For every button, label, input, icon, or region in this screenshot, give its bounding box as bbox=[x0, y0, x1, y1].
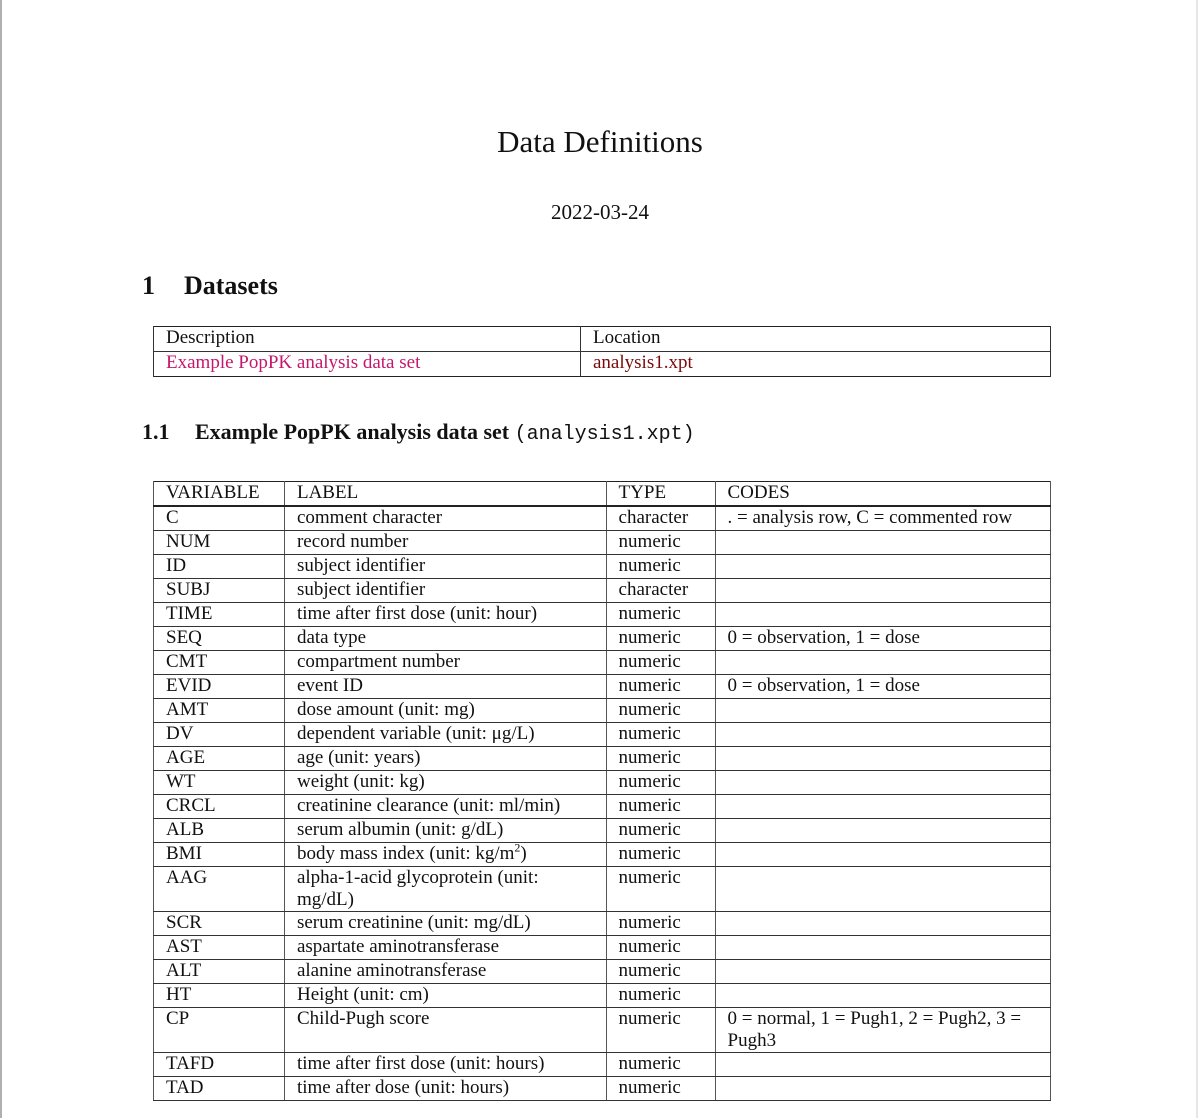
cell-variable: C bbox=[154, 506, 285, 531]
table-row bbox=[154, 960, 1051, 984]
cell-codes bbox=[715, 747, 1051, 771]
cell-type: numeric bbox=[606, 699, 715, 723]
header-location: Location bbox=[581, 327, 1051, 352]
cell-codes bbox=[715, 819, 1051, 843]
cell-variable: AST bbox=[154, 936, 285, 960]
cell-type: numeric bbox=[606, 912, 715, 936]
table-row bbox=[154, 912, 1051, 936]
subsection-title: Example PopPK analysis data set bbox=[195, 419, 510, 444]
cell-codes bbox=[715, 1053, 1051, 1077]
subsection-file: (analysis1.xpt) bbox=[514, 423, 695, 446]
cell-variable: CRCL bbox=[154, 795, 285, 819]
cell-type: numeric bbox=[606, 747, 715, 771]
cell-label: data type bbox=[284, 627, 606, 651]
cell-label: dependent variable (unit: μg/L) bbox=[284, 723, 606, 747]
cell-type: numeric bbox=[606, 603, 715, 627]
cell-label: Child-Pugh score bbox=[284, 1008, 606, 1053]
cell-codes bbox=[715, 912, 1051, 936]
cell-type: numeric bbox=[606, 627, 715, 651]
cell-label: creatinine clearance (unit: ml/min) bbox=[284, 795, 606, 819]
cell-variable: BMI bbox=[154, 843, 285, 867]
cell-codes bbox=[715, 531, 1051, 555]
cell-codes bbox=[715, 699, 1051, 723]
variables-table bbox=[153, 481, 1051, 1101]
table-row bbox=[154, 819, 1051, 843]
cell-label: alanine aminotransferase bbox=[284, 960, 606, 984]
cell-label: time after first dose (unit: hour) bbox=[284, 603, 606, 627]
datasets-table bbox=[153, 326, 1051, 377]
cell-type: numeric bbox=[606, 723, 715, 747]
cell-variable: ID bbox=[154, 555, 285, 579]
section-heading-datasets bbox=[142, 270, 278, 302]
cell-variable: NUM bbox=[154, 531, 285, 555]
cell-codes bbox=[715, 555, 1051, 579]
cell-label: age (unit: years) bbox=[284, 747, 606, 771]
table-row bbox=[154, 352, 1051, 377]
table-row bbox=[154, 984, 1051, 1008]
cell-label: serum albumin (unit: g/dL) bbox=[284, 819, 606, 843]
cell-label: subject identifier bbox=[284, 555, 606, 579]
cell-label: comment character bbox=[284, 506, 606, 531]
cell-label: time after dose (unit: hours) bbox=[284, 1077, 606, 1101]
section-title: Datasets bbox=[184, 271, 278, 300]
cell-label: weight (unit: kg) bbox=[284, 771, 606, 795]
table-row bbox=[154, 1008, 1051, 1053]
header-description: Description bbox=[154, 327, 581, 352]
document-title: Data Definitions bbox=[497, 124, 703, 159]
cell-codes bbox=[715, 936, 1051, 960]
table-header-row bbox=[154, 327, 1051, 352]
page-edge-left bbox=[0, 0, 2, 1118]
cell-codes bbox=[715, 723, 1051, 747]
cell-label: event ID bbox=[284, 675, 606, 699]
table-row bbox=[154, 723, 1051, 747]
cell-variable: CP bbox=[154, 1008, 285, 1053]
cell-variable: ALT bbox=[154, 960, 285, 984]
cell-label: time after first dose (unit: hours) bbox=[284, 1053, 606, 1077]
cell-variable: TIME bbox=[154, 603, 285, 627]
header-type: TYPE bbox=[606, 482, 715, 507]
cell-type: numeric bbox=[606, 867, 715, 912]
table-row bbox=[154, 747, 1051, 771]
cell-variable: CMT bbox=[154, 651, 285, 675]
cell-type: numeric bbox=[606, 936, 715, 960]
cell-codes bbox=[715, 603, 1051, 627]
cell-variable: AAG bbox=[154, 867, 285, 912]
cell-label bbox=[284, 840, 606, 867]
table-row bbox=[154, 603, 1051, 627]
cell-codes bbox=[715, 795, 1051, 819]
cell-codes bbox=[715, 867, 1051, 912]
cell-label: serum creatinine (unit: mg/dL) bbox=[284, 912, 606, 936]
cell-variable: ALB bbox=[154, 819, 285, 843]
table-row bbox=[154, 867, 1051, 912]
cell-codes: 0 = observation, 1 = dose bbox=[715, 675, 1051, 699]
cell-variable: WT bbox=[154, 771, 285, 795]
cell-type: numeric bbox=[606, 651, 715, 675]
header-label: LABEL bbox=[284, 482, 606, 507]
cell-type: character bbox=[606, 579, 715, 603]
table-row bbox=[154, 627, 1051, 651]
cell-label-text: body mass index (unit: kg/m bbox=[296, 843, 515, 864]
cell-variable: SCR bbox=[154, 912, 285, 936]
cell-codes bbox=[715, 771, 1051, 795]
header-variable: VARIABLE bbox=[154, 482, 285, 507]
scrollbar-track[interactable] bbox=[1196, 0, 1198, 1118]
table-row bbox=[154, 506, 1051, 531]
cell-label: alpha-1-acid glycoprotein (unit: mg/dL) bbox=[284, 867, 606, 912]
table-header-row bbox=[154, 482, 1051, 507]
cell-label: dose amount (unit: mg) bbox=[284, 699, 606, 723]
cell-type: numeric bbox=[606, 771, 715, 795]
cell-label: Height (unit: cm) bbox=[284, 984, 606, 1008]
table-row bbox=[154, 795, 1051, 819]
cell-codes bbox=[715, 984, 1051, 1008]
table-row bbox=[154, 1077, 1051, 1101]
cell-label: aspartate aminotransferase bbox=[284, 936, 606, 960]
cell-variable: TAFD bbox=[154, 1053, 285, 1077]
cell-type: character bbox=[606, 506, 715, 531]
cell-type: numeric bbox=[606, 819, 715, 843]
cell-label: compartment number bbox=[284, 651, 606, 675]
cell-codes: 0 = observation, 1 = dose bbox=[715, 627, 1051, 651]
table-row bbox=[154, 651, 1051, 675]
cell-variable: EVID bbox=[154, 675, 285, 699]
cell-label-end: ) bbox=[520, 843, 527, 864]
cell-codes bbox=[715, 651, 1051, 675]
cell-type: numeric bbox=[606, 531, 715, 555]
document-date: 2022-03-24 bbox=[551, 200, 649, 224]
table-row bbox=[154, 555, 1051, 579]
cell-type: numeric bbox=[606, 984, 715, 1008]
cell-codes bbox=[715, 579, 1051, 603]
cell-type: numeric bbox=[606, 555, 715, 579]
cell-variable: SUBJ bbox=[154, 579, 285, 603]
cell-variable: AMT bbox=[154, 699, 285, 723]
cell-codes bbox=[715, 1077, 1051, 1101]
table-row bbox=[154, 771, 1051, 795]
cell-variable: SEQ bbox=[154, 627, 285, 651]
subsection-number: 1.1 bbox=[142, 419, 170, 444]
table-row bbox=[154, 699, 1051, 723]
cell-codes: 0 = normal, 1 = Pugh1, 2 = Pugh2, 3 = Pugh3 bbox=[715, 1008, 1051, 1053]
cell-type: numeric bbox=[606, 795, 715, 819]
table-row bbox=[154, 1053, 1051, 1077]
cell-type: numeric bbox=[606, 675, 715, 699]
cell-type: numeric bbox=[606, 1008, 715, 1053]
cell-codes bbox=[715, 843, 1051, 867]
cell-variable: TAD bbox=[154, 1077, 285, 1101]
cell-label: subject identifier bbox=[284, 579, 606, 603]
cell-type: numeric bbox=[606, 1077, 715, 1101]
cell-codes bbox=[715, 960, 1051, 984]
cell-type: numeric bbox=[606, 960, 715, 984]
cell-variable: DV bbox=[154, 723, 285, 747]
dataset-description-link[interactable]: Example PopPK analysis data set bbox=[166, 352, 421, 373]
dataset-location-link[interactable]: analysis1.xpt bbox=[593, 352, 693, 373]
table-row bbox=[154, 675, 1051, 699]
subsection-heading bbox=[142, 418, 695, 449]
cell-codes: . = analysis row, C = commented row bbox=[715, 506, 1051, 531]
section-number: 1 bbox=[142, 271, 155, 300]
table-row bbox=[154, 579, 1051, 603]
cell-type: numeric bbox=[606, 1053, 715, 1077]
cell-variable: HT bbox=[154, 984, 285, 1008]
table-row bbox=[154, 843, 1051, 867]
header-codes: CODES bbox=[715, 482, 1051, 507]
cell-label-superscript: 2 bbox=[514, 840, 521, 855]
table-row bbox=[154, 936, 1051, 960]
table-row bbox=[154, 531, 1051, 555]
cell-type: numeric bbox=[606, 843, 715, 867]
cell-variable: AGE bbox=[154, 747, 285, 771]
cell-label: record number bbox=[284, 531, 606, 555]
